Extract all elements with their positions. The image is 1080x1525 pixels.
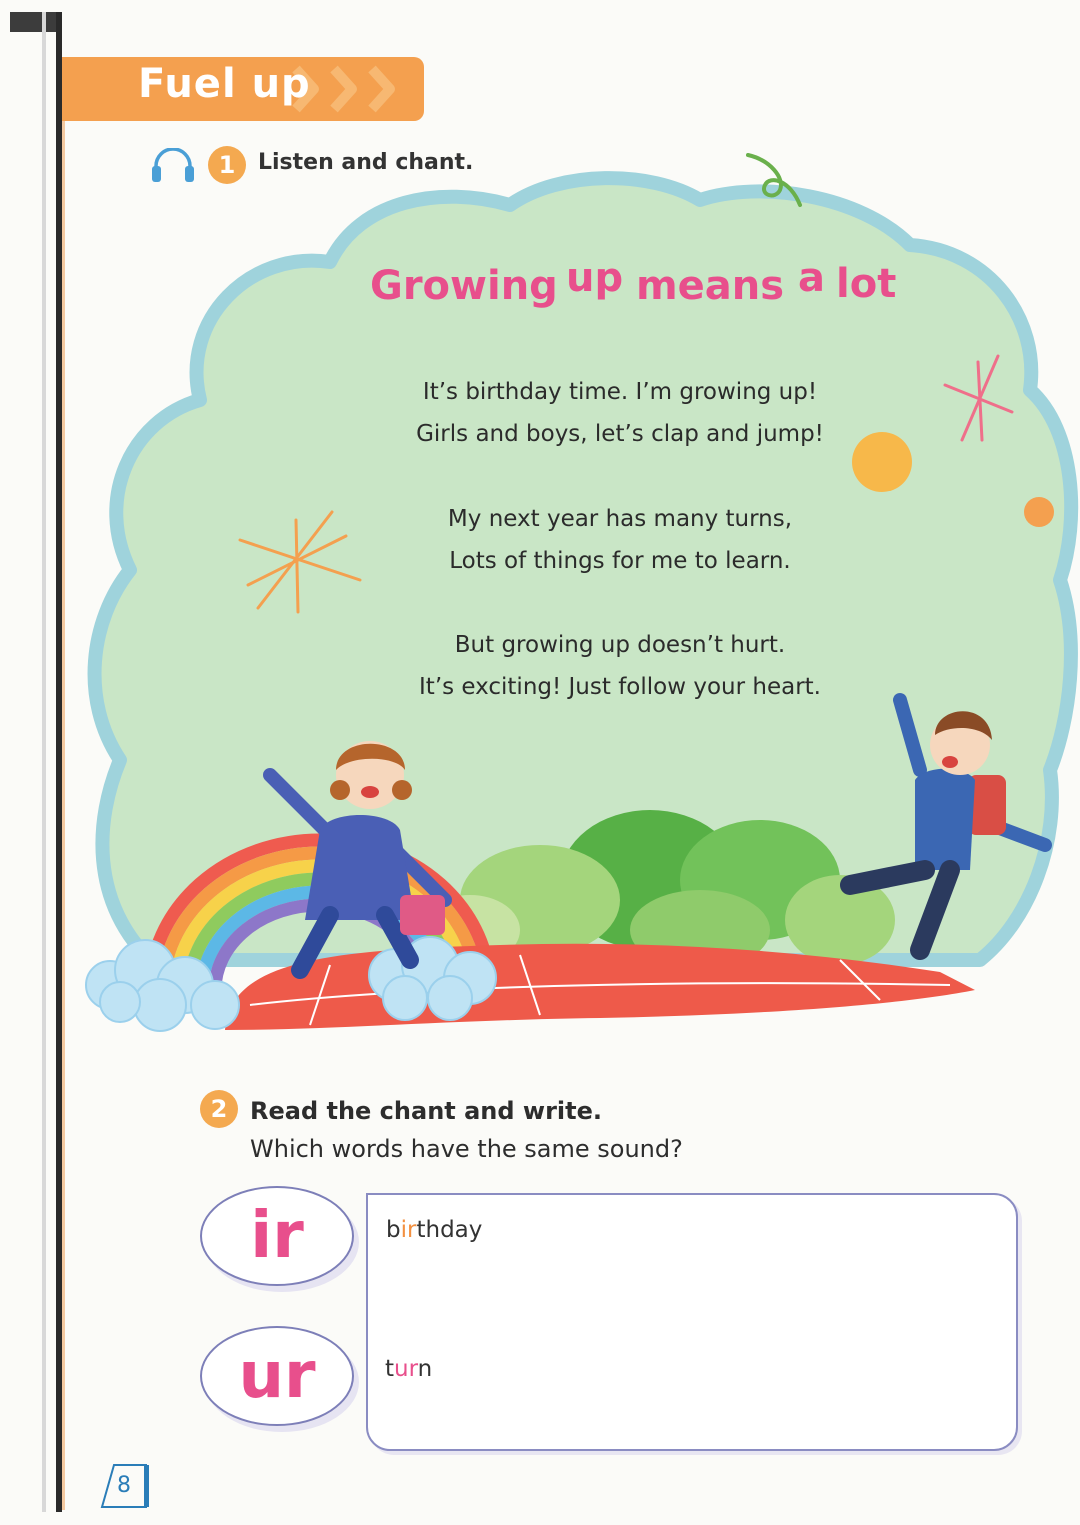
chant-line: But growing up doesn’t hurt. [454, 632, 786, 658]
page-title: Fuel up [138, 61, 311, 107]
chant-line: Girls and boys, let’s clap and jump! [416, 421, 824, 447]
chant-stanza [350, 371, 890, 455]
chant-title-word: lot [836, 261, 897, 307]
chant-title-word: Growing [370, 263, 558, 309]
exercise-question: Which words have the same sound? [250, 1135, 683, 1163]
chant-line: It’s exciting! Just follow your heart. [419, 674, 821, 700]
exercise-instruction: Listen and chant. [258, 150, 474, 175]
orange-dot [1024, 497, 1054, 527]
sound-label-ur: ur [200, 1326, 354, 1426]
exercise-instruction: Read the chant and write. [250, 1097, 603, 1125]
chant-line: It’s birthday time. I’m growing up! [422, 379, 818, 405]
exercise-number-badge: 1 [208, 146, 246, 184]
chant-stanza [350, 498, 890, 582]
chant-title-word: a [798, 255, 825, 301]
chant-title-word: up [566, 255, 624, 301]
chant-line: Lots of things for me to learn. [449, 548, 791, 574]
scan-corner-mark [10, 12, 56, 32]
sound-label-ir: ir [200, 1186, 354, 1286]
chant-title-word: means [636, 263, 785, 309]
exercise-number-badge: 2 [200, 1090, 238, 1128]
exercise-2-text [250, 1092, 683, 1168]
example-word-ur: turn [385, 1356, 433, 1382]
section-banner [62, 57, 424, 121]
page-number: 8 [117, 1472, 131, 1498]
chant-line: My next year has many turns, [447, 506, 793, 532]
example-word-ir: birthday [386, 1217, 483, 1243]
chant-stanza [350, 624, 890, 708]
chant-title [370, 255, 910, 325]
